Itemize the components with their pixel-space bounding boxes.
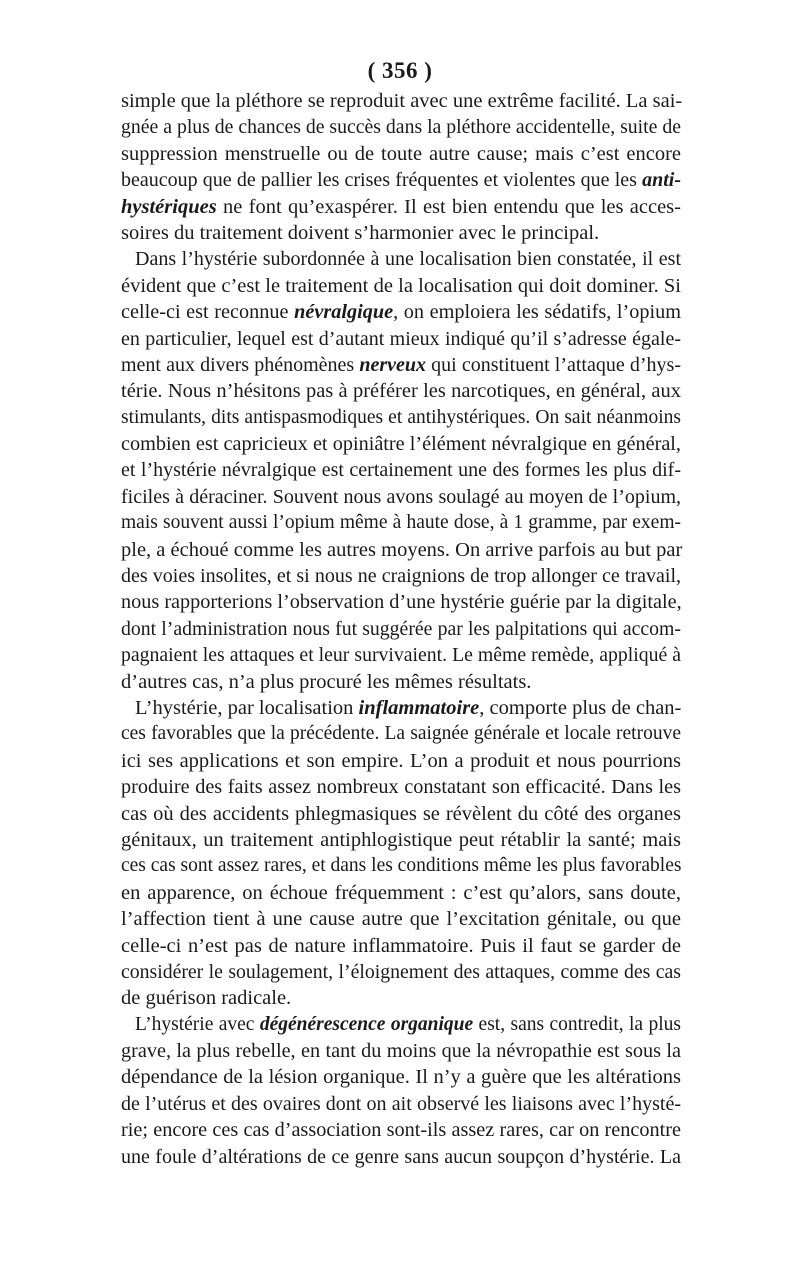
text-line bbox=[121, 616, 681, 642]
text-run: beaucoup que de pallier les crises fréquentes et violentes que les bbox=[121, 169, 643, 192]
text-line bbox=[121, 1038, 681, 1064]
text-line bbox=[121, 853, 681, 879]
text-run: Dans l’hystérie subordonnée à une localisation bien constatée, il est bbox=[135, 248, 681, 271]
text-run: L’hystérie avec bbox=[135, 1013, 260, 1035]
text-run: une foule d’altérations de ce genre sans aucun soupçon d’hystérie. La bbox=[121, 1145, 681, 1168]
text-line bbox=[121, 642, 681, 668]
text-run: soires du traitement doivent s’harmonier avec le principal. bbox=[121, 221, 600, 244]
text-line bbox=[121, 220, 681, 246]
text-line bbox=[121, 774, 681, 800]
text-run: , comporte plus de chan- bbox=[479, 696, 682, 719]
text-line bbox=[121, 827, 681, 853]
text-run: et l’hystérie névralgique est certainement une des formes les plus dif- bbox=[121, 459, 681, 482]
body-text bbox=[121, 88, 681, 1170]
text-line bbox=[121, 1091, 681, 1117]
text-run: mais souvent aussi l’opium même à haute dose, à 1 gramme, par exem- bbox=[121, 512, 681, 534]
text-run: en particulier, lequel est d’autant mieux indiqué qu’il s’adresse égale- bbox=[121, 327, 681, 350]
text-line bbox=[121, 537, 681, 563]
emphasized-term: dégénérescence organique bbox=[259, 1013, 474, 1035]
text-line bbox=[121, 959, 681, 985]
text-run: ne font qu’exaspérer. Il est bien entendu que les acces- bbox=[216, 195, 681, 218]
text-run: stimulants, dits antispasmodiques et antihystériques. On sait néanmoins bbox=[121, 406, 681, 428]
text-line bbox=[121, 563, 681, 589]
text-run: génitaux, un traitement antiphlogistique peut rétablir la santé; mais bbox=[121, 828, 681, 851]
text-line bbox=[121, 114, 681, 140]
text-run: ces favorables que la précédente. La saignée générale et locale retrouve bbox=[121, 723, 681, 745]
text-line bbox=[121, 589, 681, 615]
text-line bbox=[121, 457, 681, 483]
text-line bbox=[121, 985, 681, 1011]
text-run: cas où des accidents phlegmasiques se révèlent du côté des organes bbox=[121, 802, 681, 825]
text-line bbox=[121, 880, 681, 906]
text-line bbox=[121, 141, 681, 167]
text-line bbox=[121, 194, 681, 220]
text-run: d’autres cas, n’a plus procuré les mêmes résultats. bbox=[121, 670, 532, 693]
text-line bbox=[121, 721, 681, 747]
text-run: , on emploiera les sédatifs, l’opium bbox=[393, 301, 682, 324]
text-run: de l’utérus et des ovaires dont on ait observé les liaisons avec l’hysté- bbox=[121, 1092, 681, 1115]
text-line bbox=[121, 510, 681, 536]
text-line bbox=[121, 1117, 681, 1143]
text-line bbox=[121, 748, 681, 774]
text-run: évident que c’est le traitement de la localisation qui doit dominer. Si bbox=[121, 274, 681, 297]
text-line bbox=[121, 352, 681, 378]
text-run: ment aux divers phénomènes bbox=[121, 353, 360, 376]
text-run: ple, a échoué comme les autres moyens. On arrive parfois au but par bbox=[121, 538, 683, 561]
text-run: ficiles à déraciner. Souvent nous avons soulagé au moyen de l’opium, bbox=[121, 485, 681, 508]
emphasized-term: hystériques bbox=[121, 195, 217, 218]
text-line bbox=[121, 906, 681, 932]
text-run: ici ses applications et son empire. L’on a produit et nous pourrions bbox=[121, 749, 681, 772]
text-run: dont l’administration nous fut suggérée par les palpitations qui accom- bbox=[121, 617, 681, 640]
text-run: simple que la pléthore se reproduit avec une extrême facilité. La sai- bbox=[121, 90, 683, 112]
text-line bbox=[121, 88, 681, 114]
text-line bbox=[121, 246, 681, 272]
text-run: pagnaient les attaques et leur survivaient. Le même remède, appliqué à bbox=[121, 644, 681, 667]
emphasized-term: inflammatoire bbox=[358, 696, 480, 719]
text-line bbox=[121, 484, 681, 510]
text-run: est, sans contredit, la plus bbox=[473, 1013, 681, 1035]
text-line bbox=[121, 431, 681, 457]
text-run: produire des faits assez nombreux constatant son efficacité. Dans les bbox=[121, 776, 681, 799]
text-run: celle-ci n’est pas de nature inflammatoire. Puis il faut se garder de bbox=[121, 934, 681, 957]
emphasized-term: anti- bbox=[642, 169, 681, 192]
text-line bbox=[121, 1064, 681, 1090]
page-number: ( 356 ) bbox=[367, 58, 433, 83]
text-line bbox=[121, 933, 681, 959]
emphasized-term: nerveux bbox=[359, 353, 426, 376]
text-run: térie. Nous n’hésitons pas à préférer les narcotiques, en général, aux bbox=[121, 380, 681, 403]
text-run: grave, la plus rebelle, en tant du moins que la névropathie est sous la bbox=[121, 1040, 681, 1063]
text-line bbox=[121, 695, 681, 721]
text-run: des voies insolites, et si nous ne craignions de trop allonger ce travail, bbox=[121, 565, 681, 588]
emphasized-term: névralgique bbox=[294, 301, 394, 324]
text-line bbox=[121, 299, 681, 325]
text-run: l’affection tient à une cause autre que l’excitation génitale, ou que bbox=[121, 908, 681, 931]
text-line bbox=[121, 405, 681, 431]
text-line bbox=[121, 326, 681, 352]
text-run: en apparence, on échoue fréquemment : c’est qu’alors, sans doute, bbox=[121, 881, 681, 904]
text-line bbox=[121, 801, 681, 827]
text-run: rie; encore ces cas d’association sont-ils assez rares, car on rencontre bbox=[121, 1119, 681, 1142]
text-line bbox=[121, 167, 681, 193]
text-run: ces cas sont assez rares, et dans les conditions même les plus favorables bbox=[121, 855, 682, 877]
text-run: gnée a plus de chances de succès dans la pléthore accidentelle, suite de bbox=[121, 116, 681, 139]
text-line bbox=[121, 378, 681, 404]
text-line bbox=[121, 1144, 681, 1170]
text-run: celle-ci est reconnue bbox=[121, 301, 295, 324]
text-run: dépendance de la lésion organique. Il n’y a guère que les altérations bbox=[121, 1066, 681, 1089]
text-line bbox=[121, 273, 681, 299]
text-run: qui constituent l’attaque d’hys- bbox=[426, 353, 681, 376]
text-line bbox=[121, 1012, 681, 1038]
text-line bbox=[121, 669, 681, 695]
text-run: de guérison radicale. bbox=[121, 987, 292, 1010]
text-run: considérer le soulagement, l’éloignement des attaques, comme des cas bbox=[121, 960, 681, 983]
text-run: L’hystérie, par localisation bbox=[135, 696, 359, 719]
text-run: nous rapporterions l’observation d’une hystérie guérie par la digitale, bbox=[121, 591, 682, 614]
text-run: suppression menstruelle ou de toute autre cause; mais c’est encore bbox=[121, 142, 681, 165]
text-run: combien est capricieux et opiniâtre l’élément névralgique en général, bbox=[121, 433, 681, 456]
